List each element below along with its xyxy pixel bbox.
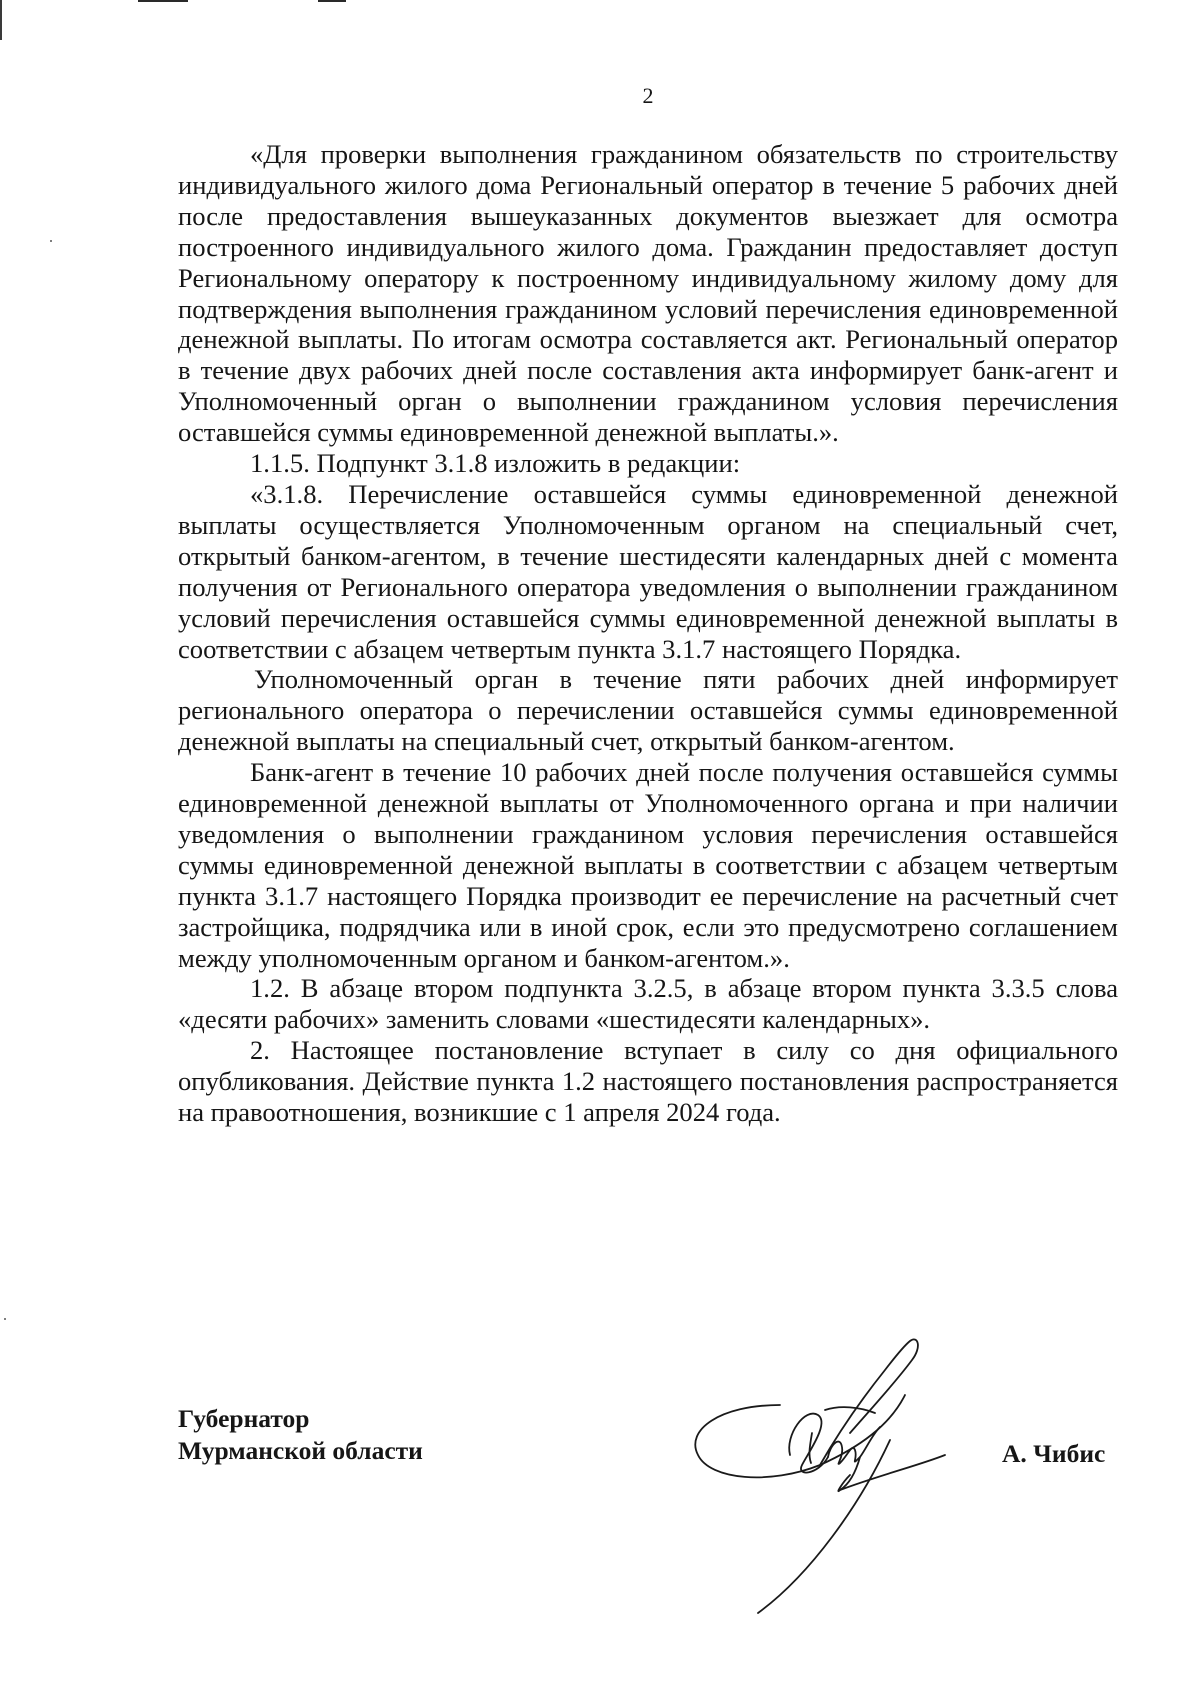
page-number: 2 [642,83,654,108]
handwritten-signature [690,1335,980,1615]
signatory-title: Губернатор [178,1404,310,1433]
paragraph-3-1-8: «3.1.8. Перечисление оставшейся суммы единовременной денежной выплаты осуществляется Уполномоченным органом на специальный счет, открытый банком-агентом, в течение шестидесяти календарных дней с момента получения от Регионального оператора уведомления о выполнении гражданином условий перечисления оставшейся суммы единовременной денежной выплаты в соответствии с абзацем четвертым пункта 3.1.7 настоящего Порядка. [178,478,1118,664]
scan-mark-artifact [318,0,346,2]
signatory-position [178,1403,423,1467]
paragraph-1-2: 1.2. В абзаце втором подпункта 3.2.5, в абзаце втором пункта 3.3.5 слова «десяти рабочих» заменить словами «шестидесяти календарных». [178,973,1118,1035]
scan-speck [50,240,52,242]
paragraph-authorized-body: Уполномоченный орган в течение пяти рабочих дней информирует регионального оператора о перечислении оставшейся суммы единовременной денежной выплаты на специальный счет, открытый банком-агентом. [178,664,1118,757]
scan-edge-artifact [0,0,2,40]
paragraph-2-effective: 2. Настоящее постановление вступает в силу со дня официального опубликования. Действие пункта 1.2 настоящего постановления распространяется на правоотношения, возникшие с 1 апреля 2024 года. [178,1035,1118,1128]
signatory-region: Мурманской области [178,1436,423,1465]
paragraph-quote-inspection: «Для проверки выполнения гражданином обязательств по строительству индивидуального жилого дома Региональный оператор в течение 5 рабочих дней после предоставления вышеуказанных документов выезжает для осмотра построенного индивидуального жилого дома. Гражданин предоставляет доступ Региональному оператору к построенному индивидуальному жилому дому для подтверждения выполнения гражданином условий перечисления единовременной денежной выплаты. По итогам осмотра составляется акт. Региональный оператор в течение двух рабочих дней после составления акта информирует банк-агент и Уполномоченный орган о выполнении гражданином условия перечисления оставшейся суммы единовременной денежной выплаты.». [178,139,1118,448]
document-body [178,139,1118,1128]
scan-mark-artifact [138,0,188,2]
paragraph-bank-agent: Банк-агент в течение 10 рабочих дней после получения оставшейся суммы единовременной денежной выплаты от Уполномоченного органа и при наличии уведомления о выполнении гражданином условия перечисления оставшейся суммы единовременной денежной выплаты в соответствии с абзацем четвертым пункта 3.1.7 настоящего Порядка производит ее перечисление на расчетный счет застройщика, подрядчика или в иной срок, если это предусмотрено соглашением между уполномоченным органом и банком-агентом.». [178,757,1118,973]
scan-speck [4,1318,6,1320]
signatory-name: А. Чибис [1002,1439,1106,1468]
paragraph-1-1-5: 1.1.5. Подпункт 3.1.8 изложить в редакции: [250,448,741,479]
